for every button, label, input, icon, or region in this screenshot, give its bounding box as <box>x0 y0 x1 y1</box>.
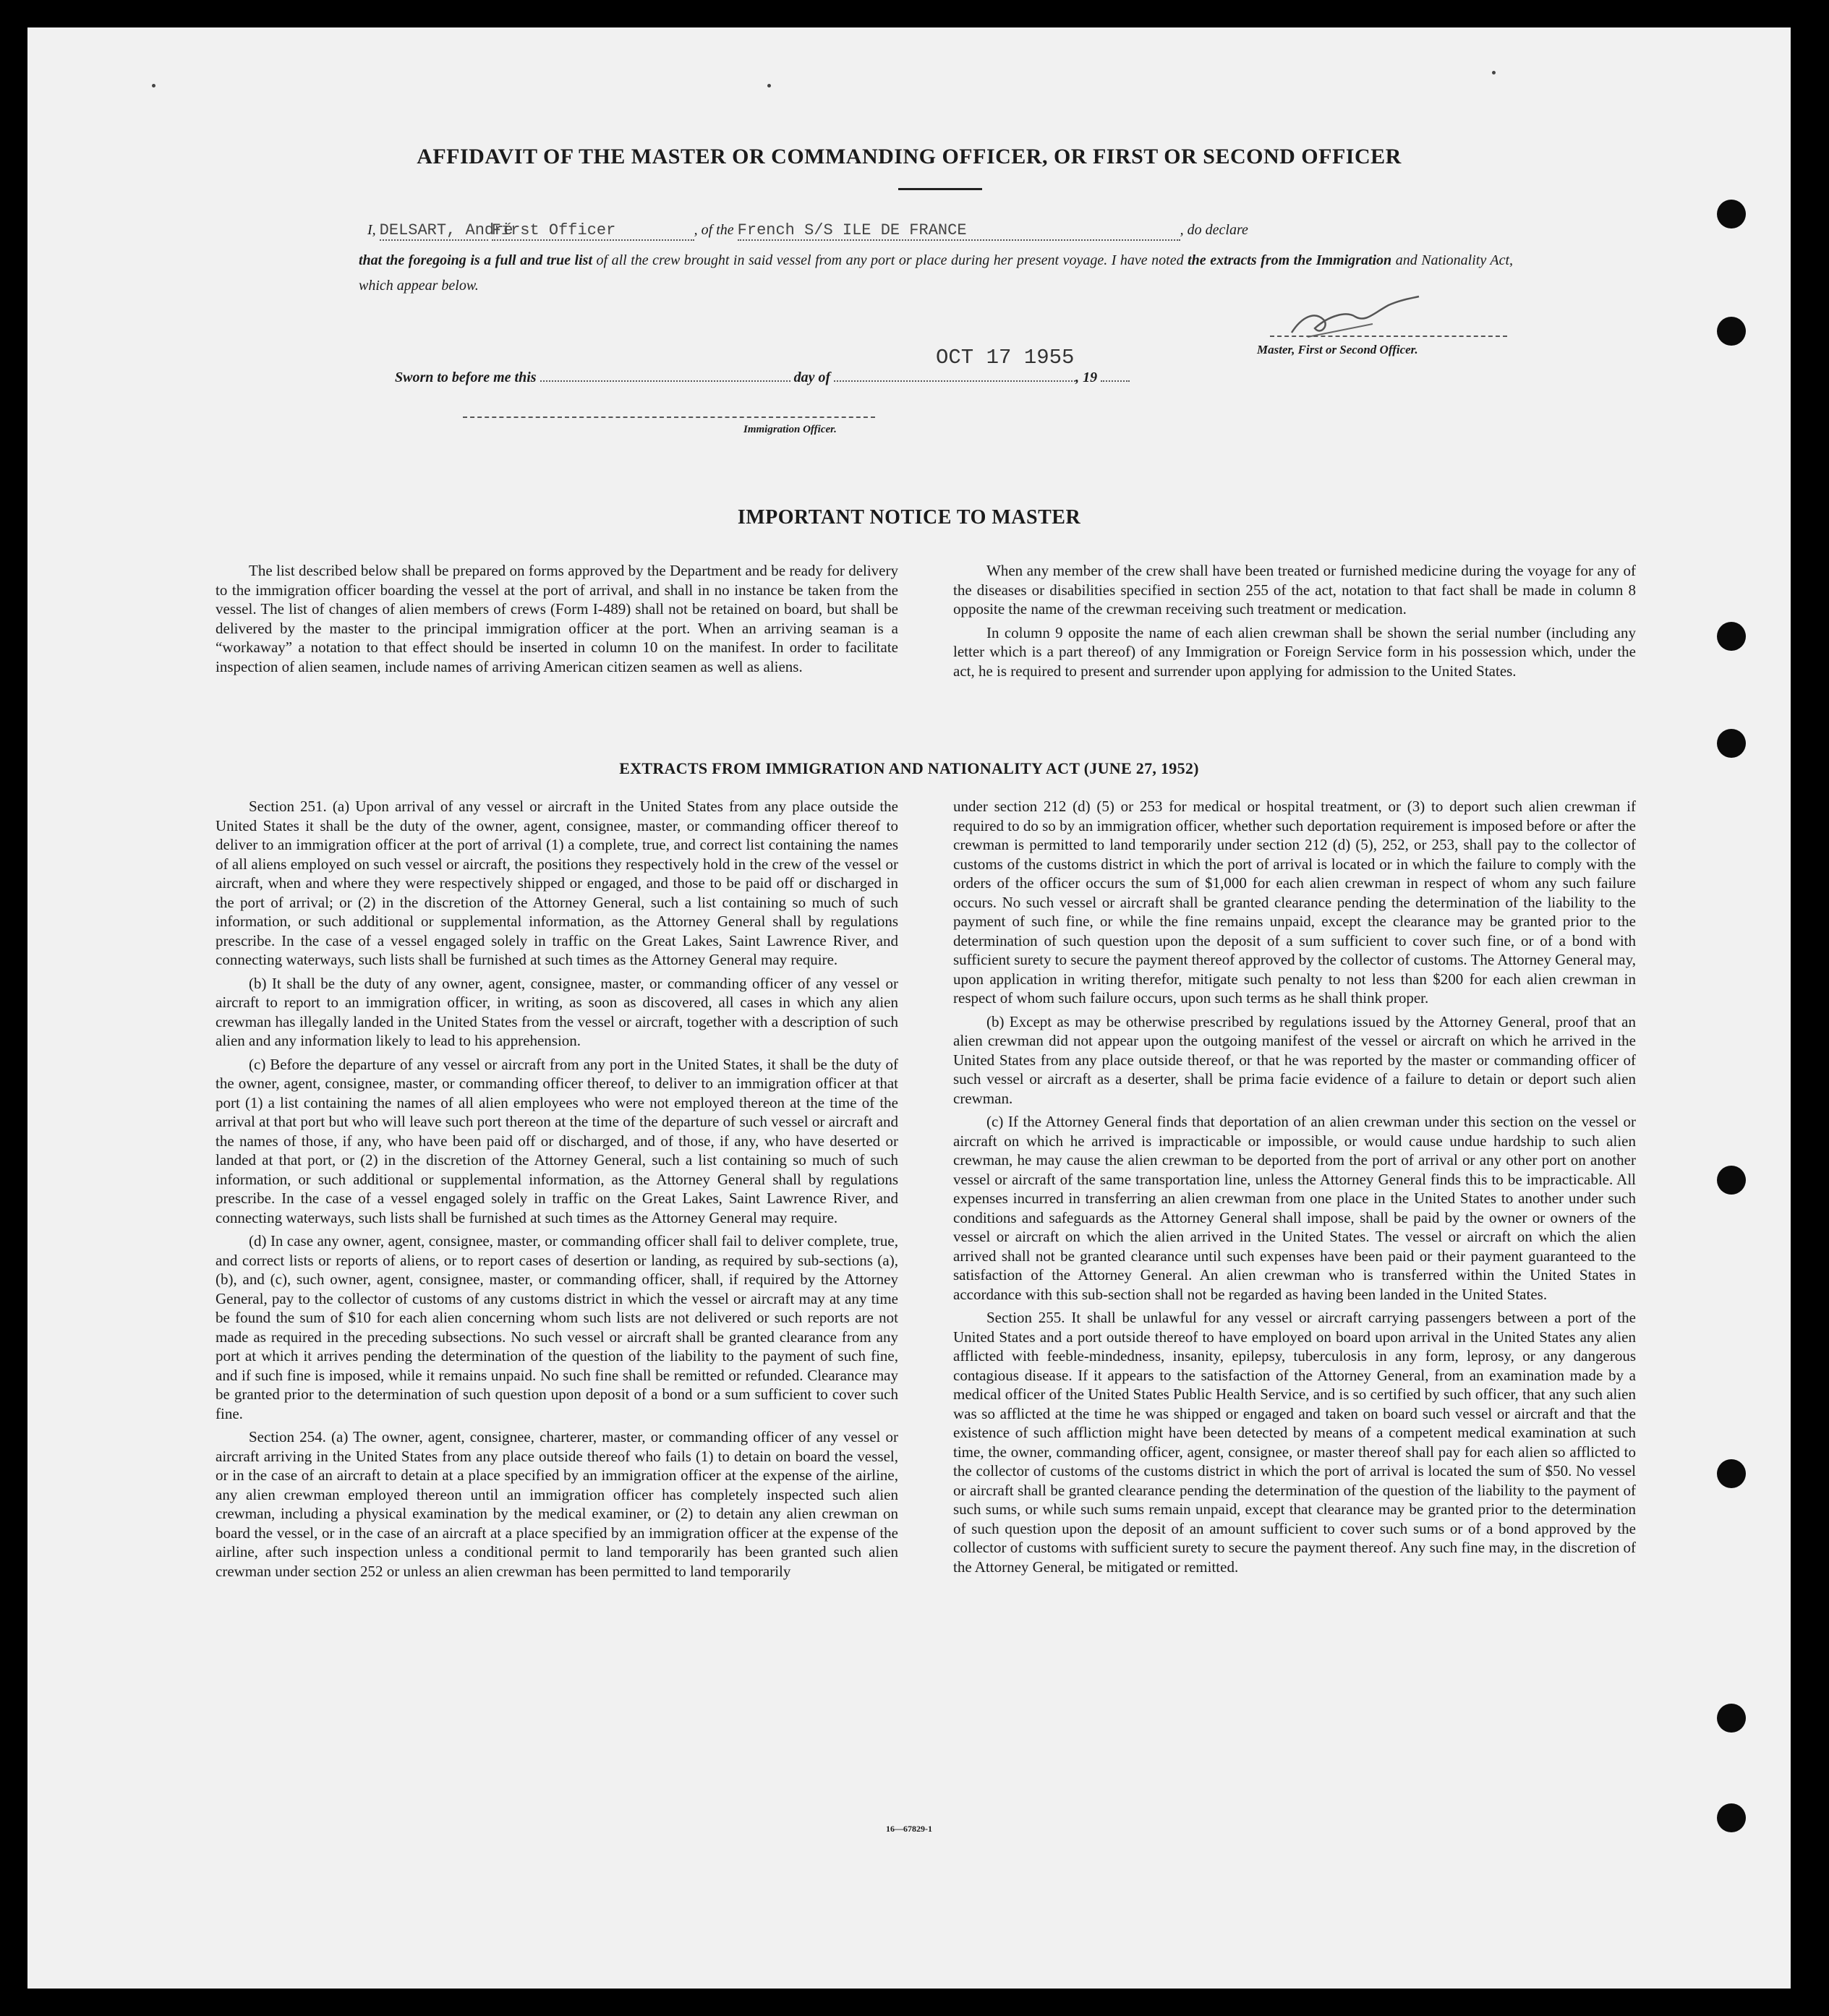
sworn-line <box>395 367 1130 386</box>
signature-line <box>1270 336 1507 337</box>
form-code: 16—67829-1 <box>886 1824 932 1834</box>
punch-hole-1 <box>1717 200 1746 228</box>
extract-paragraph: (d) In case any owner, agent, consignee, master, or commanding officer shall fail to deliver complete, true, and correct lists or reports of aliens, or to report cases of desertion or landing, as required by sub-sections (a), (b), and (c), such owner, agent, consignee, master, or commanding officer, shall, if required by the Attorney General, pay to the collector of customs of any customs district in which the vessel or aircraft may at any time be found the sum of $10 for each alien concerning whom such lists are not delivered or such reports are not made as required in the preceding subsections. No such vessel or aircraft shall be granted clearance from any port at which it arrives pending the determination of the question of the liability to the payment of such fine, and if such fine is imposed, while it remains unpaid. No such fine shall be remitted or refunded. Clearance may be granted prior to the determination of such question upon deposit of a bond or a sum sufficient to cover such fine. <box>216 1232 898 1422</box>
punch-hole-7 <box>1717 1704 1746 1733</box>
immigration-officer-caption: Immigration Officer. <box>743 424 837 435</box>
sworn-month-field <box>834 367 1075 382</box>
immigration-officer-line <box>463 417 875 418</box>
officer-signature <box>1286 295 1423 346</box>
affidavit-title: AFFIDAVIT OF THE MASTER OR COMMANDING OFFICER, OR FIRST OR SECOND OFFICER <box>417 145 1402 168</box>
notice-title: IMPORTANT NOTICE TO MASTER <box>737 506 1081 529</box>
punch-hole-3 <box>1717 622 1746 651</box>
punch-hole-6 <box>1717 1459 1746 1488</box>
punch-hole-4 <box>1717 729 1746 758</box>
declaration-text-1: of all the crew brought in said vessel from any port or place during her present voyage. I have noted <box>592 252 1188 268</box>
declaration-line <box>367 221 1248 241</box>
extracts-left-column <box>216 797 898 1585</box>
sworn-label: Sworn to before me this <box>395 370 537 385</box>
declaration-prefix: I, <box>367 222 376 238</box>
punch-hole-2 <box>1717 317 1746 346</box>
declaration-body <box>359 248 1513 299</box>
scan-speck <box>152 84 155 87</box>
sworn-day-field <box>540 367 790 382</box>
declaration-suffix: , do declare <box>1180 222 1248 238</box>
notice-paragraph: When any member of the crew shall have been treated or furnished medicine during the voyage for any of the diseases or disabilities specified in section 255 of the act, notation to that fact shall be made in column 8 opposite the name of the crewman receiving such treatment or medication. <box>953 562 1636 618</box>
vessel-name-field: French S/S ILE DE FRANCE <box>738 221 1180 241</box>
extracts-title: EXTRACTS FROM IMMIGRATION AND NATIONALITY ACT (JUNE 27, 1952) <box>619 759 1199 777</box>
extract-paragraph: under section 212 (d) (5) or 253 for medical or hospital treatment, or (3) to deport such alien crewman if required to do so by an immigration officer, whether such deportation requirement is imposed before or after the crewman is permitted to land temporarily under section 212 (d) (5), 252, or 253, shall pay to the collector of customs of the customs district in which the port of arrival is located or in which the failure to comply with the orders of the officer occurs the sum of $1,000 for each alien crewman in respect of whom any such failure occurs. No such vessel or aircraft shall be granted clearance pending the determination of the liability to the payment of such fine, or while the fine remains unpaid, except the clearance may be granted prior to the determination of such question upon the deposit of a sum sufficient to cover such fine, or of a bond with sufficient surety to secure the payment thereof approved by the collector of customs. The Attorney General may, upon application in writing therefor, mitigate such penalty to not less than $200 for each alien crewman in respect of whom such failure occurs, upon such terms as he shall think proper. <box>953 798 1636 1007</box>
extract-paragraph: (c) Before the departure of any vessel or aircraft from any port in the United States, it shall be the duty of the owner, agent, consignee, master, or commanding officer thereof, to deliver to an immigration officer at that port (1) a list containing the names of all alien employees who were not employed thereon at the time of the arrival at that port but who will leave such port thereon at the time of the departure of such vessel or aircraft and the names of those, if any, who have been paid off or discharged, and of those, if any, who have deserted or landed at that port, or (2) in the discretion of the Attorney General, such a list containing so much of such information, or such additional or supplemental information, as the Attorney General shall by regulations prescribe. In the case of a vessel engaged solely in traffic on the Great Lakes, Saint Lawrence River, and connecting waterways, such lists shall be furnished at such times as the Attorney General may require. <box>216 1055 898 1226</box>
extract-paragraph: (c) If the Attorney General finds that deportation of an alien crewman under this section on the vessel or aircraft on which he arrived is impracticable or impossible, or would cause undue hardship to such alien crewman, he may cause the alien crewman to be deported from the port of arrival or any other port on another vessel or aircraft of the same transportation line, unless the Attorney General finds this to be impracticable. All expenses incurred in transferring an alien crewman from one place in the United States to another under such conditions and safeguards as the Attorney General shall impose, shall be paid by the owner or owners of the vessel or aircraft on which the alien arrived in the United States. The vessel or aircraft on which the alien arrived shall not be granted clearance until such expenses have been paid or their payment guaranteed to the satisfaction of the Attorney General. An alien crewman who is transferred within the United States in accordance with this sub-section shall not be regarded as having been landed in the United States. <box>953 1113 1636 1303</box>
year-label: , 19 <box>1075 370 1098 385</box>
notice-paragraph: In column 9 opposite the name of each alien crewman shall be shown the serial number (including any letter which is a part thereof) of any Immigration or Foreign Service form in his possession which, under the act, he is required to present and surrender upon applying for admission to the United States. <box>953 623 1636 680</box>
declaration-text-2: and Nationality Act, which appear below. <box>359 252 1513 294</box>
scan-speck <box>767 84 771 87</box>
sworn-year-field <box>1101 367 1130 382</box>
date-stamp: OCT 17 1955 <box>936 346 1075 370</box>
declaration-bold-2: the extracts from the Immigration <box>1188 252 1392 268</box>
title-underline <box>898 188 982 190</box>
extract-paragraph: (b) It shall be the duty of any owner, agent, consignee, master, or commanding officer of any vessel or aircraft to report to an immigration officer, in writing, as soon as discovered, all cases in which any alien crewman has illegally landed in the United States from the vessel or aircraft, together with a description of such alien and any information likely to lead to his apprehension. <box>216 974 898 1049</box>
notice-left-column <box>216 561 898 680</box>
document-page <box>27 27 1791 1989</box>
officer-rank-field: First Officer <box>492 221 694 241</box>
extract-paragraph: (b) Except as may be otherwise prescribed by regulations issued by the Attorney General, proof that an alien crewman did not appear upon the outgoing manifest of the vessel or aircraft on which he arrived in the United States from any place outside thereof, or that he was reported by the master or commanding officer of such vessel or aircraft as a deserter, shall be prima facie evidence of a failure to detain or deport such alien crewman. <box>953 1012 1636 1107</box>
extract-paragraph: Section 255. It shall be unlawful for any vessel or aircraft carrying passengers between a port of the United States and a port outside thereof to have employed on board upon arrival in the United States any alien afflicted with feeble-mindedness, insanity, epilepsy, tuberculosis in any form, leprosy, or any dangerous contagious disease. If it appears to the satisfaction of the Attorney General, from an examination made by a medical officer of the United States Public Health Service, and is so certified by such officer, that any such alien was so afflicted at the time he was shipped or engaged and taken on board such vessel or aircraft and that the existence of such affliction might have been detected by means of a competent medical examination at such time, the owner, commanding officer, agent, consignee, or master thereof shall pay for each alien so afflicted to the collector of customs of the customs district in which the port of arrival is located the sum of $50. No vessel or aircraft shall be granted clearance pending the determination of the question of the liability to the payment of such sums, or while such sums remain unpaid, except that clearance may be granted prior to the determination of such question upon the deposit of an amount sufficient to cover such sums or of a bond approved by the collector of customs with sufficient surety to secure the payment thereof. Any such fine may, in the discretion of the Attorney General, be mitigated or remitted. <box>953 1309 1636 1576</box>
declaration-bold-1: that the foregoing is a full and true list <box>359 252 593 268</box>
extracts-right-column <box>953 797 1636 1581</box>
day-of-label: day of <box>793 370 831 385</box>
extract-paragraph: Section 251. (a) Upon arrival of any vessel or aircraft in the United States from any place outside the United States it shall be the duty of the owner, agent, consignee, master, or commanding officer thereof to deliver to an immigration officer at the port of arrival (1) a complete, true, and correct list containing the names of all aliens employed on such vessel or aircraft, the positions they respectively hold in the crew of the vessel or aircraft, when and where they were respectively shipped or engaged, and those to be paid off or discharged in the port of arrival; or (2) in the discretion of the Attorney General, such a list containing so much of such information, or such additional or supplemental information, as the Attorney General shall by regulations prescribe. In the case of a vessel engaged solely in traffic on the Great Lakes, Saint Lawrence River, and connecting waterways, such lists shall be furnished at such times as the Attorney General may require. <box>216 798 898 968</box>
officer-name-field: DELSART, André <box>379 221 513 239</box>
scan-speck <box>1492 71 1496 74</box>
of-the-label: , of the <box>694 222 734 238</box>
punch-hole-5 <box>1717 1166 1746 1195</box>
notice-right-column <box>953 561 1636 685</box>
signature-caption: Master, First or Second Officer. <box>1257 343 1418 356</box>
notice-paragraph: The list described below shall be prepared on forms approved by the Department and be ready for delivery to the immigration officer boarding the vessel at the port of arrival, and shall in no instance be taken from the vessel. The list of changes of alien members of crews (Form I-489) shall not be retained on board, but shall be delivered by the master to the principal immigration officer at the port. When an arriving seaman is a “workaway” a notation to that effect should be inserted in column 10 on the manifest. In order to facilitate inspection of alien seamen, include names of arriving American citizen seamen as well as aliens. <box>216 562 898 675</box>
extract-paragraph: Section 254. (a) The owner, agent, consignee, charterer, master, or commanding officer of any vessel or aircraft arriving in the United States from any place outside thereof who fails (1) to detain on board the vessel, or in the case of an aircraft to detain at a place specified by an immigration officer at the expense of the airline, any alien crewman employed thereon until an immigration officer has completely inspected such alien crewman, including a physical examination by the medical examiner, or (2) to detain any alien crewman on board the vessel, or in the case of an aircraft at a place specified by an immigration officer at the expense of the airline, after such inspection unless a conditional permit to land temporarily has been granted such alien crewman under section 252 or unless an alien crewman has been permitted to land temporarily <box>216 1428 898 1580</box>
